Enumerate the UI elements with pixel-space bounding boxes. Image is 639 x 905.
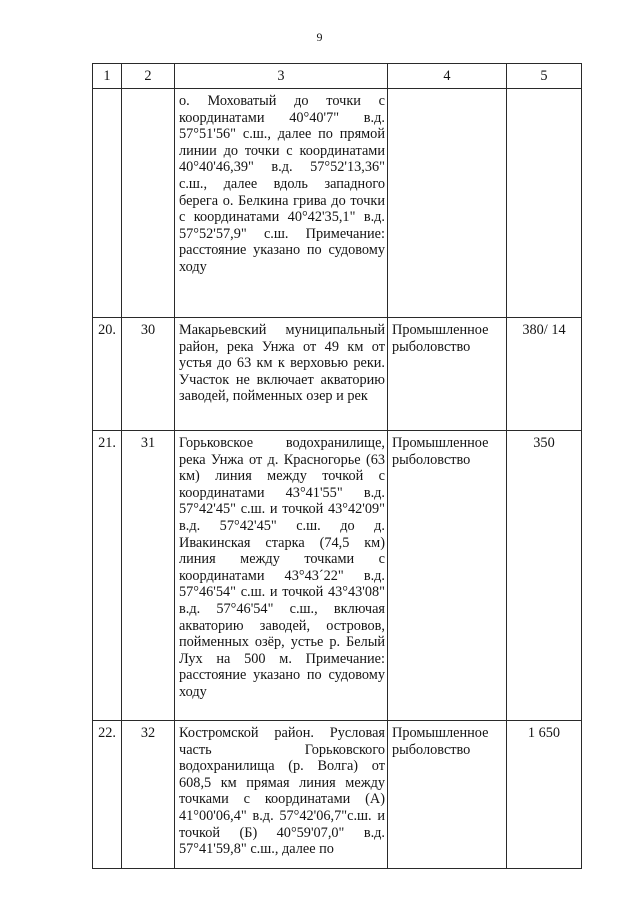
area-code-cell: 31 (122, 431, 175, 721)
usage-cell: Промышленное рыболовство (388, 431, 507, 721)
header-col-3: 3 (175, 64, 388, 89)
table-row (93, 721, 582, 869)
description-cell: о. Моховатый до точки с координатами 40°40'7" в.д. 57°51'56" с.ш., далее по прямой линии до точки с координатами 40°40'46,39" в.д. 57°52'13,36" с.ш., далее вдоль западного берега о. Белкина грива до точки с координатами 40°42'35,1" в.д. 57°52'57,9" с.ш. Примечание: расстояние указано по судовому ходу (175, 89, 388, 318)
header-col-1: 1 (93, 64, 122, 89)
area-code-cell (122, 89, 175, 318)
row-number-cell: 22. (93, 721, 122, 869)
area-size-cell: 380/ 14 (507, 318, 582, 431)
page-number: 9 (316, 30, 323, 44)
usage-cell: Промышленное рыболовство (388, 318, 507, 431)
area-code-cell: 30 (122, 318, 175, 431)
area-size-cell (507, 89, 582, 318)
usage-cell: Промышленное рыболовство (388, 721, 507, 869)
usage-cell (388, 89, 507, 318)
area-size-cell: 1 650 (507, 721, 582, 869)
header-col-2: 2 (122, 64, 175, 89)
description-cell: Костромской район. Русловая часть Горьковского водохранилища (р. Волга) от 608,5 км прямая линия между точками с координатами (А) 41°00'06,4" в.д. 57°42'06,7"с.ш. и точкой (Б) 40°59'07,0" в.д. 57°41'59,8" с.ш., далее по (175, 721, 388, 869)
description-cell: Макарьевский муниципальный район, река Унжа от 49 км от устья до 63 км к верховью реки. Участок не включает акваторию заводей, пойменных озер и рек (175, 318, 388, 431)
area-code-cell: 32 (122, 721, 175, 869)
area-size-cell: 350 (507, 431, 582, 721)
table-row (93, 89, 582, 318)
description-cell: Горьковское водохранилище, река Унжа от д. Красногорье (63 км) линия между точкой с координатами 43°41'55" в.д. 57°42'45" с.ш. и точкой 43°42'09" в.д. 57°42'45" с.ш. до д. Ивакинская старка (74,5 км) линия между точками с координатами 43°43´22" в.д. 57°46'54" с.ш. и точкой 43°43'08" в.д. 57°46'54" с.ш., включая акваторию заводей, островов, пойменных озёр, устье р. Белый Лух на 500 м. Примечание: расстояние указано по судовому ходу (175, 431, 388, 721)
row-number-cell (93, 89, 122, 318)
row-number-cell: 21. (93, 431, 122, 721)
table-row (93, 431, 582, 721)
header-col-5: 5 (507, 64, 582, 89)
fishing-areas-table (92, 63, 582, 869)
table-header-row (93, 64, 582, 89)
row-number-cell: 20. (93, 318, 122, 431)
table-row (93, 318, 582, 431)
header-col-4: 4 (388, 64, 507, 89)
